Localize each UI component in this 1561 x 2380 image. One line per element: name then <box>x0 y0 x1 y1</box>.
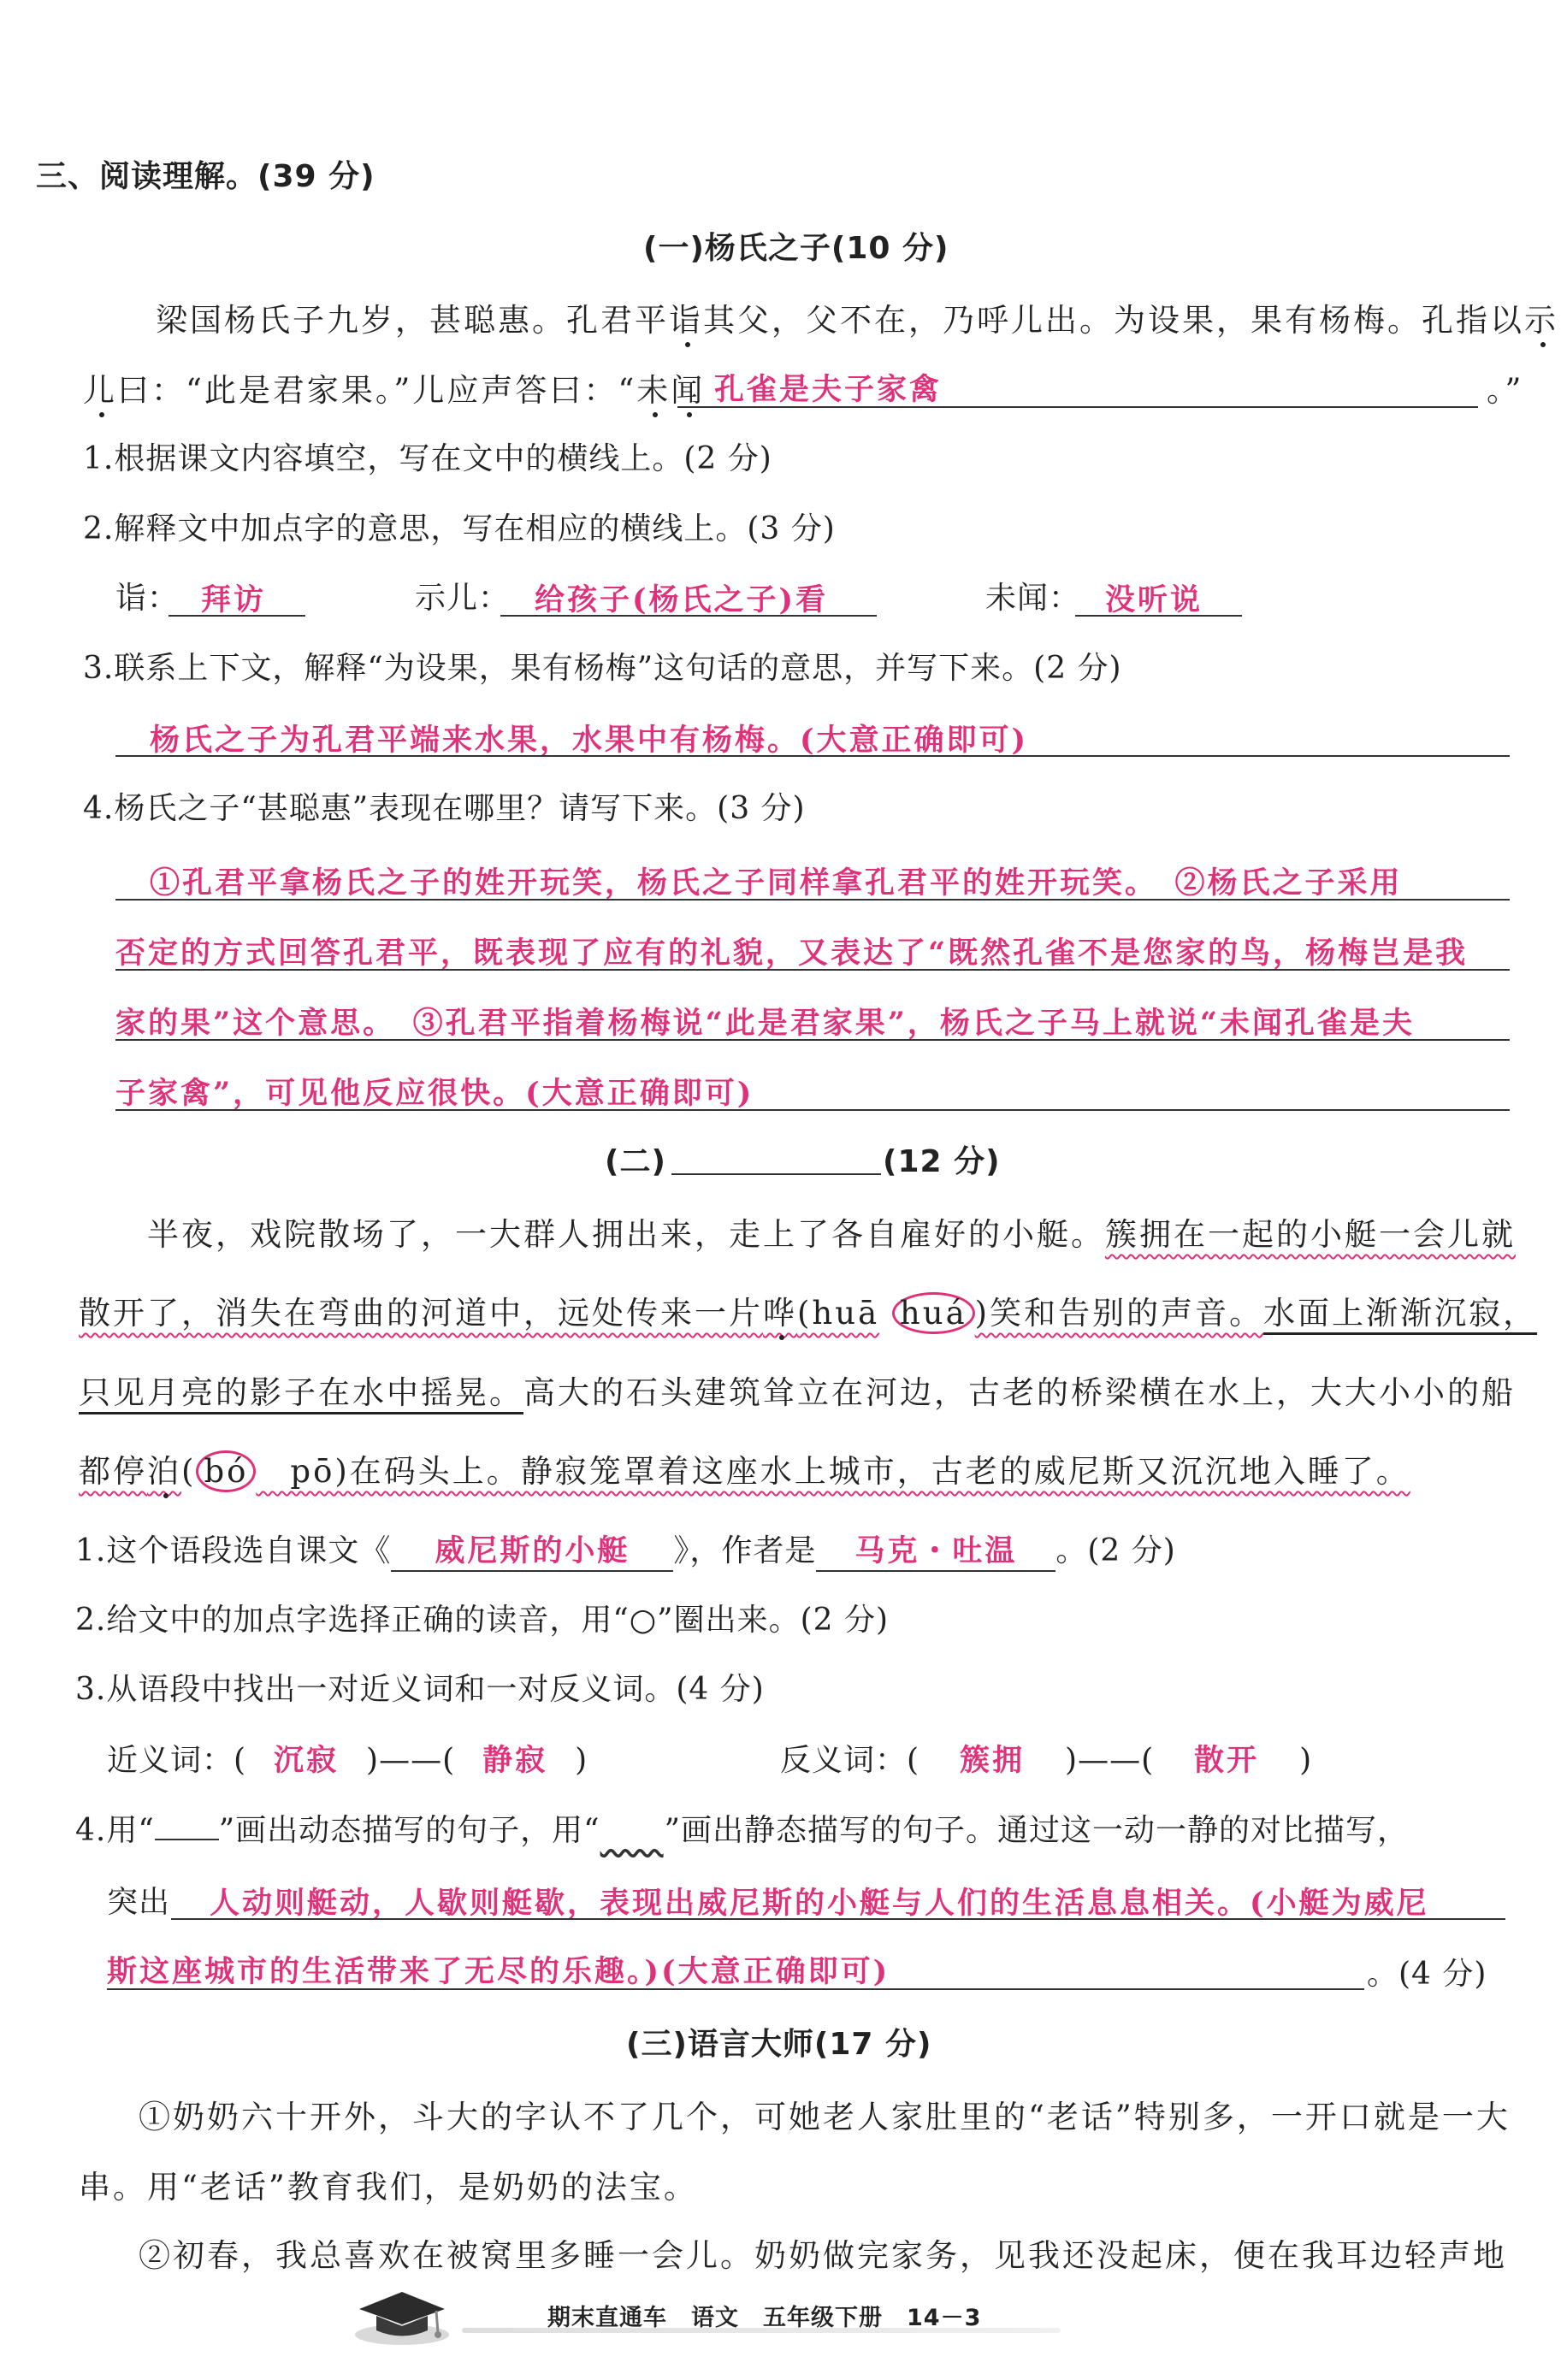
footer-text: 期末直通车 语文 五年级下册 14－3 <box>547 2305 982 2331</box>
passage-2-line-2: 散开了，消失在弯曲的河道中，远处传来一片哗(huā huá )笑和告别的声音。水面上渐渐沉寂， <box>79 1287 1537 1333</box>
question-2-4: 4.用“ ”画出动态描写的句子，用“ ”画出静态描写的句子。通过这一动一静的对比描写， <box>75 1813 1409 1848</box>
question-2-2: 2.给文中的加点字选择正确的读音，用“○”圈出来。(2 分) <box>75 1603 890 1638</box>
graduation-cap-icon <box>342 2283 453 2355</box>
question-2-4-tuchu: 突出 <box>107 1885 171 1920</box>
passage-2-line-3: 只见月亮的影子在水中摇晃。高大的石头建筑耸立在河边，古老的桥梁横在水上，大大小小的船 <box>79 1374 1516 1411</box>
answer-blank-1: 孔雀是夫子家禽 <box>714 372 943 407</box>
question-1-2: 2.解释文中加点字的意思，写在相应的横线上。(3 分) <box>83 511 836 546</box>
pinyin-circle-hua: huá <box>892 1292 975 1334</box>
q2-label-yi: 诣： <box>115 581 180 616</box>
q2-answer-yi: 拜访 <box>201 582 267 617</box>
passage-1-line-1: 梁国杨氏子九岁，甚聪惠。孔君平诣其父，父不在，乃呼儿出。为设果，果有杨梅。孔指以示 <box>156 302 1558 339</box>
question-1-4: 4.杨氏之子“甚聪惠”表现在哪里？请写下来。(3 分) <box>83 791 806 826</box>
passage-2-line-1: 半夜，戏院散场了，一大群人拥出来，走上了各自雇好的小艇。簇拥在一起的小艇一会儿就 <box>147 1216 1516 1253</box>
passage-1-line-2-end: 。” <box>1487 372 1524 409</box>
passage-2-title-b: (12 分) <box>883 1144 1001 1179</box>
question-2-4-end: 。(4 分) <box>1367 1957 1487 1992</box>
q2-answer-shier: 给孩子(杨氏之子)看 <box>535 582 829 617</box>
q2-answer-weiwen: 没听说 <box>1105 582 1203 617</box>
q4-answer-line-2: 否定的方式回答孔君平，既表现了应有的礼貌，又表达了“既然孔雀不是您家的鸟，杨梅岂是我 <box>115 936 1469 971</box>
pinyin-circle-bo: bó <box>196 1450 256 1492</box>
question-1-3: 3.联系上下文，解释“为设果，果有杨梅”这句话的意思，并写下来。(2 分) <box>83 651 1122 686</box>
passage-2-line-4: 都停泊( bó pō)在码头上。静寂笼罩着这座水上城市，古老的威尼斯又沉沉地入睡了。 <box>79 1445 1410 1491</box>
passage-1-line-2: 儿曰：“此是君家果。”儿应声答曰：“未闻 <box>83 372 706 409</box>
passage-3-title: (三)语言大师(17 分) <box>626 2027 932 2062</box>
question-2-3: 3.从语段中找出一对近义词和一对反义词。(4 分) <box>75 1672 765 1707</box>
q4-answer-line-1: ①孔君平拿杨氏之子的姓开玩笑，杨氏之子同样拿孔君平的姓开玩笑。 ②杨氏之子采用 <box>150 865 1403 901</box>
passage-3-line-3: ②初春，我总喜欢在被窝里多睡一会儿。奶奶做完家务，见我还没起床，便在我耳边轻声地 <box>139 2237 1507 2274</box>
passage-3-line-2: 串。用“老话”教育我们，是奶奶的法宝。 <box>79 2169 698 2206</box>
question-2-1: 1.这个语段选自课文《 威尼斯的小艇 》，作者是 马克・吐温 。(2 分) <box>75 1527 1176 1572</box>
passage-1-title: (一)杨氏之子(10 分) <box>643 231 949 266</box>
passage-3-line-1: ①奶奶六十开外，斗大的字认不了几个，可她老人家肚里的“老话”特别多，一开口就是一大 <box>139 2099 1511 2135</box>
q2-label-shier: 示儿： <box>415 581 511 616</box>
synonym-row: 近义词：( 沉寂 )——( 静寂 ) <box>107 1743 588 1778</box>
question-1-1: 1.根据课文内容填空，写在文中的横线上。(2 分) <box>83 441 772 476</box>
q3-answer: 杨氏之子为孔君平端来水果，水果中有杨梅。(大意正确即可) <box>150 723 1029 758</box>
q2-4-answer-line-1: 人动则艇动，人歇则艇歇，表现出威尼斯的小艇与人们的生活息息相关。(小艇为威尼 <box>210 1886 1429 1921</box>
passage-2-title-a: (二) <box>605 1144 666 1179</box>
q2-4-answer-line-2: 斯这座城市的生活带来了无尽的乐趣。)(大意正确即可) <box>107 1954 890 1989</box>
antonym-row: 反义词：( 簇拥 )——( 散开 ) <box>780 1743 1313 1778</box>
q4-answer-line-4: 子家禽”，可见他反应很快。(大意正确即可) <box>115 1076 754 1111</box>
section-title: 三、阅读理解。(39 分) <box>36 159 375 194</box>
q2-label-weiwen: 未闻： <box>985 581 1081 616</box>
q4-answer-line-3: 家的果”这个意思。 ③孔君平指着杨梅说“此是君家果”，杨氏之子马上就说“未闻孔雀是夫 <box>115 1006 1416 1041</box>
